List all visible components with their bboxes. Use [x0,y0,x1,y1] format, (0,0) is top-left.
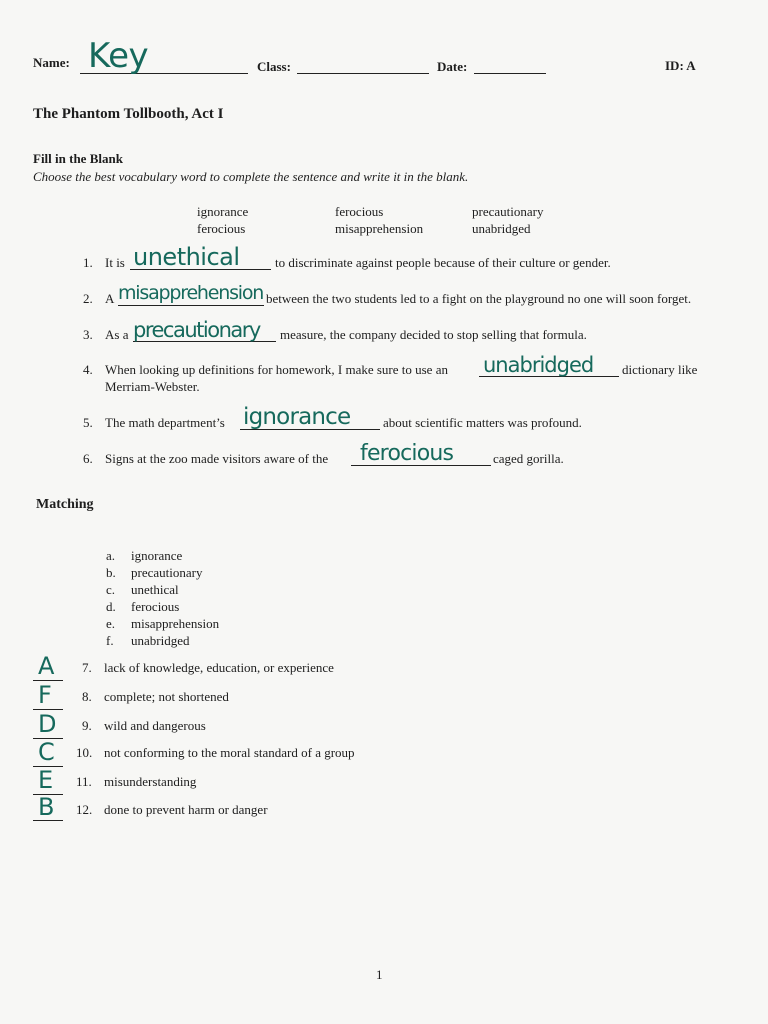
date-blank[interactable] [474,73,546,74]
question-number: 3. [83,327,93,342]
question-number: 6. [83,451,93,466]
class-blank[interactable] [297,73,429,74]
item-number: 10. [76,745,93,760]
handwritten-answer: F [38,681,52,709]
item-text: not conforming to the moral standard of a group [104,745,355,760]
word-bank-item: unabridged [472,221,531,236]
option-letter: d. [106,599,116,614]
handwritten-answer: ferocious [360,441,454,466]
question-text: When looking up definitions for homework, I make sure to use an [105,362,448,377]
item-text: misunderstanding [104,774,197,789]
item-number: 11. [76,774,92,789]
option-word: unethical [131,582,179,597]
word-bank-item: ferocious [197,221,246,236]
option-letter: b. [106,565,116,580]
handwritten-answer: precautionary [133,318,260,342]
handwritten-answer: A [38,652,55,680]
item-number: 7. [82,660,92,675]
question-text: Merriam-Webster. [105,379,200,394]
class-label: Class: [257,59,291,74]
question-number: 4. [83,362,93,377]
handwritten-answer: B [38,793,55,821]
question-text: to discriminate against people because of their culture or gender. [275,255,611,270]
name-handwritten: Key [88,36,149,76]
handwritten-answer: E [38,766,54,794]
question-text: dictionary like [622,362,698,377]
question-text: about scientific matters was profound. [383,415,582,430]
question-text: caged gorilla. [493,451,564,466]
option-letter: c. [106,582,116,597]
answer-blank[interactable] [118,305,264,306]
item-text: done to prevent harm or danger [104,802,268,817]
handwritten-answer: misapprehension [118,282,264,304]
handwritten-answer: unabridged [483,353,594,377]
word-bank-item: misapprehension [335,221,424,236]
item-text: complete; not shortened [104,689,229,704]
instructions: Choose the best vocabulary word to complete the sentence and write it in the blank. [33,169,469,184]
word-bank-item: ferocious [335,204,384,219]
id-label: ID: A [665,58,696,73]
page-number: 1 [376,967,383,982]
item-number: 12. [76,802,93,817]
word-bank-item: ignorance [197,204,249,219]
item-text: wild and dangerous [104,718,206,733]
question-number: 1. [83,255,93,270]
word-bank-item: precautionary [472,204,544,219]
section-heading-matching: Matching [36,497,94,512]
question-text: between the two students led to a fight on the playground no one will soon forget. [266,291,692,306]
question-number: 5. [83,415,93,430]
option-letter: e. [106,616,116,631]
option-word: ferocious [131,599,180,614]
question-text: The math department’s [105,415,225,430]
handwritten-answer: unethical [133,243,240,271]
question-number: 2. [83,291,93,306]
handwritten-answer: C [38,738,55,766]
option-letter: f. [106,633,114,648]
question-text: Signs at the zoo made visitors aware of the [105,451,329,466]
option-word: misapprehension [131,616,220,631]
question-text: It is [105,255,125,270]
handwritten-answer: ignorance [243,404,351,430]
option-letter: a. [106,548,116,563]
question-text: A [105,291,115,306]
date-label: Date: [437,59,468,74]
page-title: The Phantom Tollbooth, Act I [33,106,224,122]
question-text: measure, the company decided to stop selling that formula. [280,327,587,342]
item-number: 8. [82,689,92,704]
option-word: unabridged [131,633,190,648]
name-label: Name: [33,55,70,70]
option-word: precautionary [131,565,203,580]
handwritten-answer: D [38,710,57,738]
item-text: lack of knowledge, education, or experience [104,660,334,675]
answer-blank[interactable] [33,820,63,821]
question-text: As a [105,327,129,342]
item-number: 9. [82,718,92,733]
option-word: ignorance [131,548,183,563]
section-heading-fill: Fill in the Blank [33,151,123,166]
